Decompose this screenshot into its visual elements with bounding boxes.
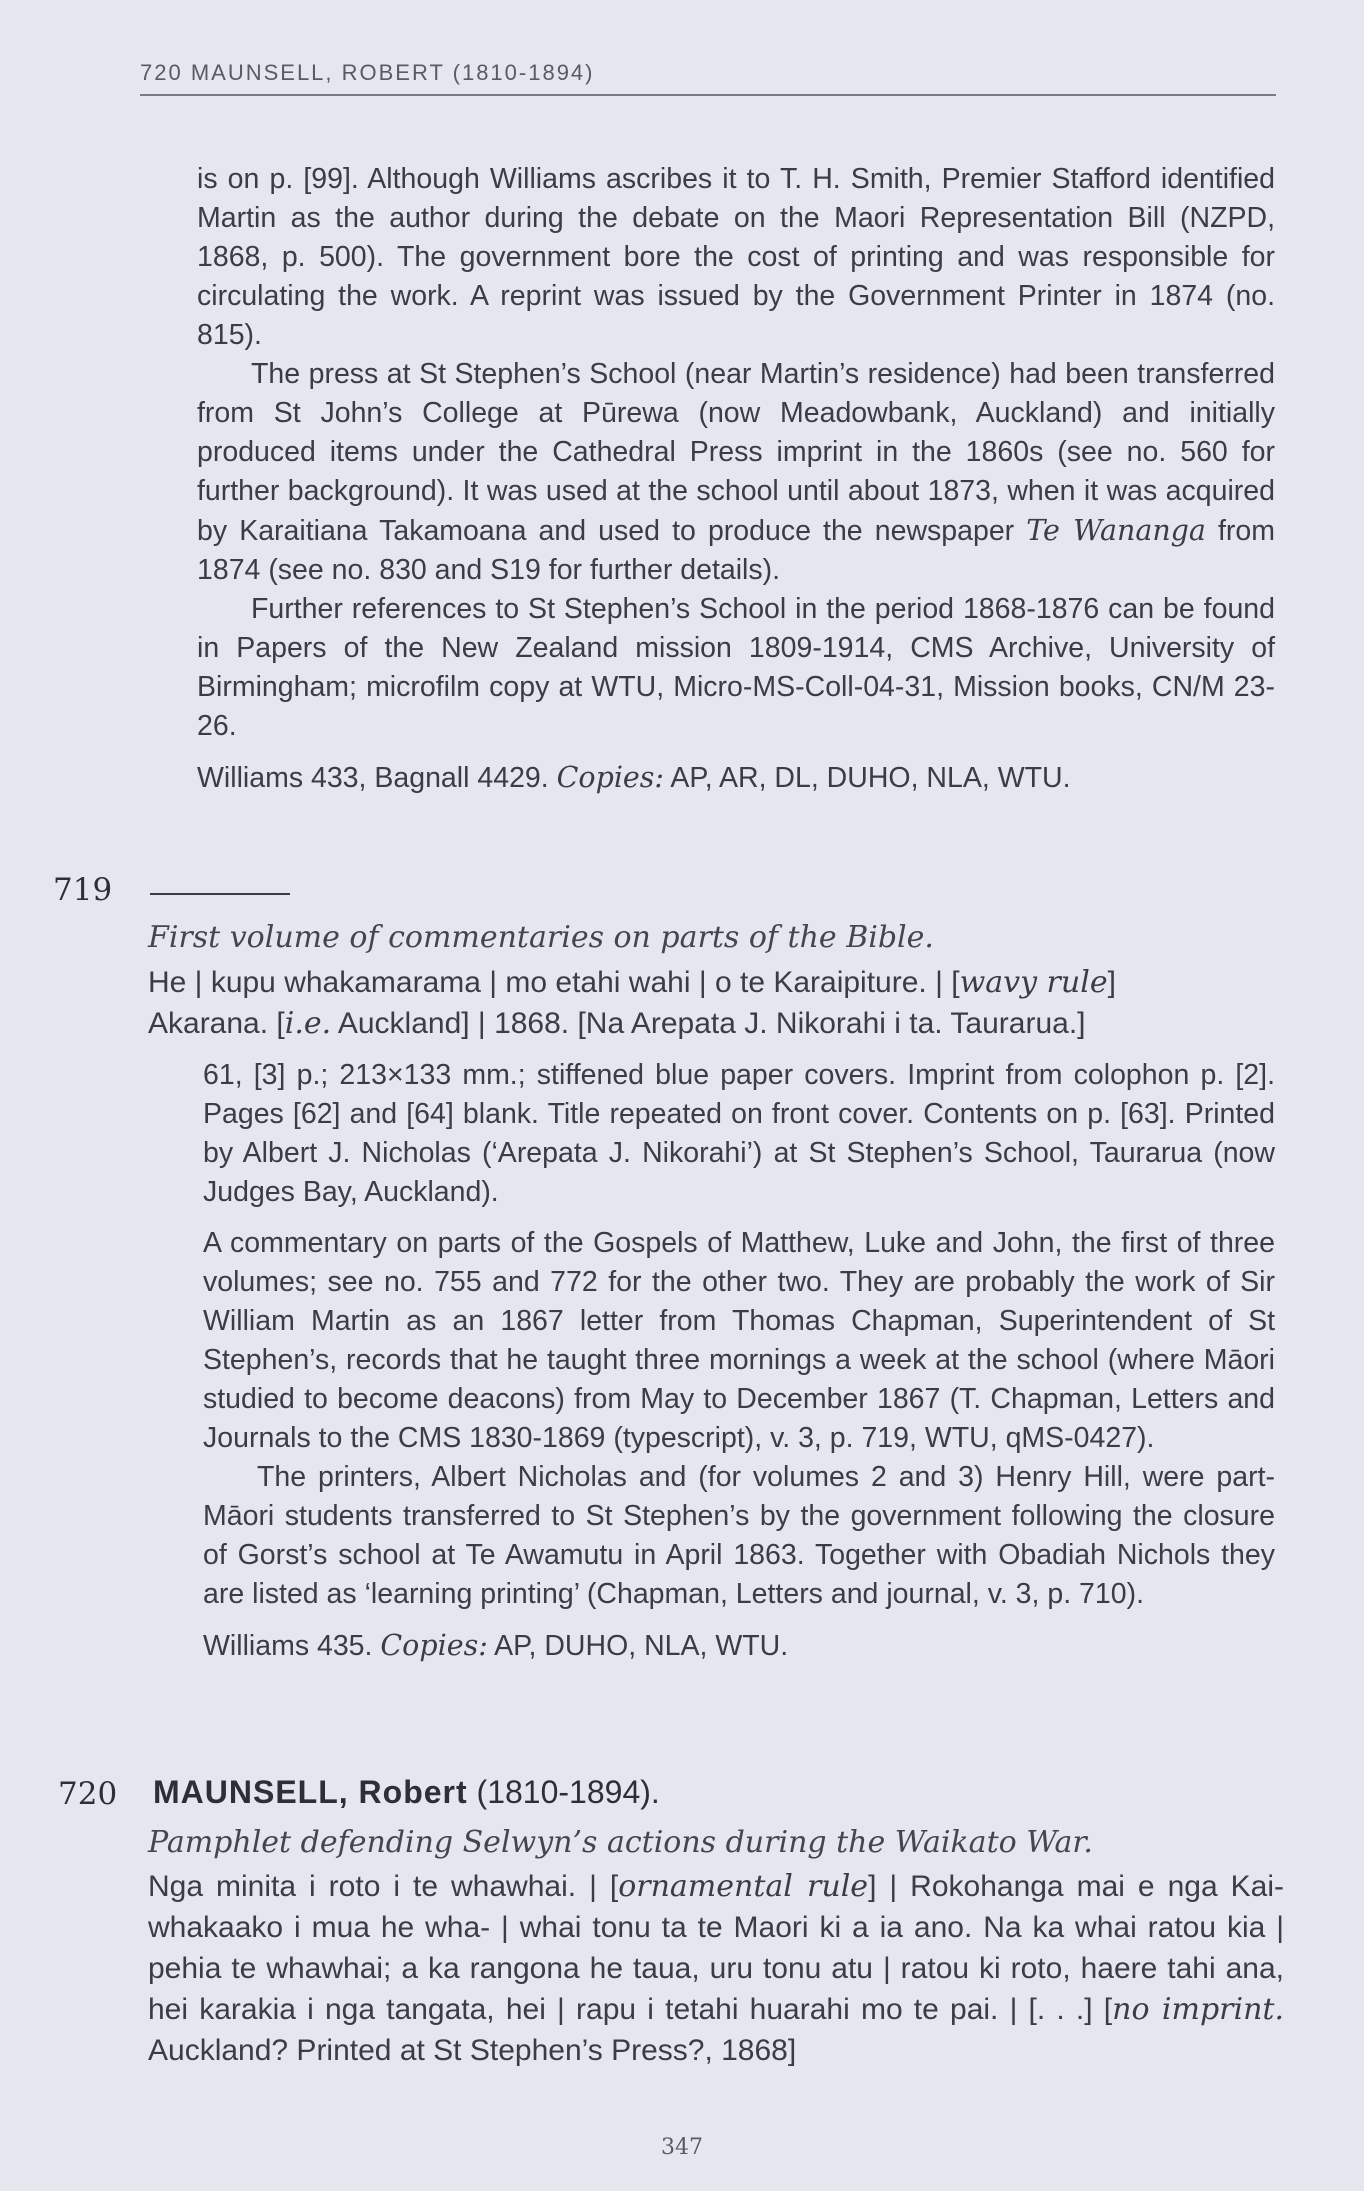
text-span: Williams 435. (203, 1630, 381, 1662)
note-paragraph: is on p. [99]. Although Williams ascribes it to T. H. Smith, Premier Stafford identified Martin as the author during the debate on the Maori Representation Bill (NZPD, 1868, p. 500). The government bore the cost of printing and was responsible for circulating the work. A reprint was issued by the Government Printer in 1874 (no. 815). (197, 163, 1275, 351)
entry-719-transcription (148, 962, 1284, 1044)
text-span: ] (1107, 966, 1116, 999)
text-span: Akarana. [ (148, 1007, 285, 1040)
note-paragraph: A commentary on parts of the Gospels of Matthew, Luke and John, the first of three volumes; see no. 755 and 772 for the other two. They are probably the work of Sir William Martin as an 1867 letter from Thomas Chapman, Superintendent of St Stephen’s, records that he taught three mornings a week at the school (where Māori studied to become deacons) from May to December 1867 (T. Chapman, Letters and Journals to the CMS 1830-1869 (typescript), v. 3, p. 719, WTU, qMS-0427). (203, 1227, 1275, 1454)
text-span: ] | Rokohanga mai e nga Kai-whakaako i mua he wha- | whai tonu ta te Maori ki a ia ano. Na ka whai ratou kia | pehia te whawhai; a ka rangona he taua, uru tonu atu | ratou ki roto, haere tahi ana, hei karakia i nga tangata, hei | rapu i tetahi huarahi mo te pai. | [. . .] [ (148, 1870, 1284, 2026)
author-dash (150, 893, 290, 895)
note-paragraph: Further references to St Stephen’s School in the period 1868-1876 can be found in Papers of the New Zealand mission 1809-1914, CMS Archive, University of Birmingham; microfilm copy at WTU, Micro-MS-Coll-04-31, Mission books, CN/M 23-26. (197, 593, 1275, 742)
note-paragraph: The printers, Albert Nicholas and (for volumes 2 and 3) Henry Hill, were part-Māori students transferred to St Stephen’s by the government following the closure of Gorst’s school at Te Awamutu in April 1863. Together with Obadiah Nichols they are listed as ‘learning printing’ (Chapman, Letters and journal, v. 3, p. 710). (203, 1461, 1275, 1610)
entry-720-title: Pamphlet defending Selwyn’s actions during the Waikato War. (148, 1825, 1093, 1860)
text-span: The press at St Stephen’s School (near Martin’s residence) had been transferred from St John’s College at Pūrewa (now Meadowbank, Auckland) and initially produced items under the Cathedral Press imprint in the 1860s (see no. 560 for further background). It was used at the school until about 1873, when it was acquired by Karaitiana Takamoana and used to produce the newspaper (197, 358, 1275, 547)
newspaper-title: Te Wananga (1026, 514, 1206, 547)
copies-label: Copies: (556, 761, 665, 794)
author-name: MAUNSELL, Robert (153, 1774, 468, 1810)
text-span: AP, DUHO, NLA, WTU. (487, 1630, 789, 1662)
text-span: AP, AR, DL, DUHO, NLA, WTU. (664, 762, 1071, 794)
rule-note: ornamental rule (618, 1869, 869, 1904)
ie-abbrev: i.e. (284, 1006, 332, 1041)
text-span: Auckland? Printed at St Stephen’s Press?, 1868] (148, 2034, 797, 2067)
text-span: from 1874 (see no. 830 and S19 for further details). (197, 515, 1276, 586)
entry-number-719: 719 (53, 872, 113, 908)
physical-description: 61, [3] p.; 213×133 mm.; stiffened blue paper covers. Imprint from colophon p. [2]. Pages [62] and [64] blank. Title repeated on front cover. Contents on p. [63]. Printed by Albert J. Nicholas (‘Arepata J. Nikorahi’) at St Stephen’s School, Taurarua (now Judges Bay, Auckland). (203, 1059, 1275, 1208)
text-span: Auckland] | 1868. [Na Arepata J. Nikorahi i ta. Taurarua.] (331, 1007, 1086, 1040)
tp-line (148, 962, 1284, 1003)
tp-line (148, 1866, 1284, 2071)
entry-number-720: 720 (58, 1776, 118, 1812)
copies-line (203, 1626, 1275, 1666)
copies-line (197, 758, 1275, 798)
entry-720-transcription (148, 1866, 1284, 2071)
page-number: 347 (661, 2135, 703, 2160)
imprint-note: no imprint. (1112, 1992, 1284, 2027)
copies-label: Copies: (380, 1629, 488, 1662)
text-span: He | kupu whakamarama | mo etahi wahi | o te Karaipiture. | [ (148, 966, 960, 999)
entry-719-title: First volume of commentaries on parts of the Bible. (148, 920, 934, 955)
tp-line (148, 1003, 1284, 1044)
rule-note: wavy rule (959, 965, 1108, 1000)
entry-718-notes (197, 160, 1275, 798)
note-paragraph (197, 355, 1275, 590)
text-span: Williams 433, Bagnall 4429. (197, 762, 557, 794)
entry-720-heading (153, 1774, 660, 1811)
author-dates: (1810-1894). (467, 1774, 660, 1810)
entry-719-notes (203, 1056, 1275, 1666)
running-head: 720 MAUNSELL, ROBERT (1810-1894) (140, 60, 1276, 96)
text-span: Nga minita i roto i te whawhai. | [ (148, 1870, 619, 1903)
